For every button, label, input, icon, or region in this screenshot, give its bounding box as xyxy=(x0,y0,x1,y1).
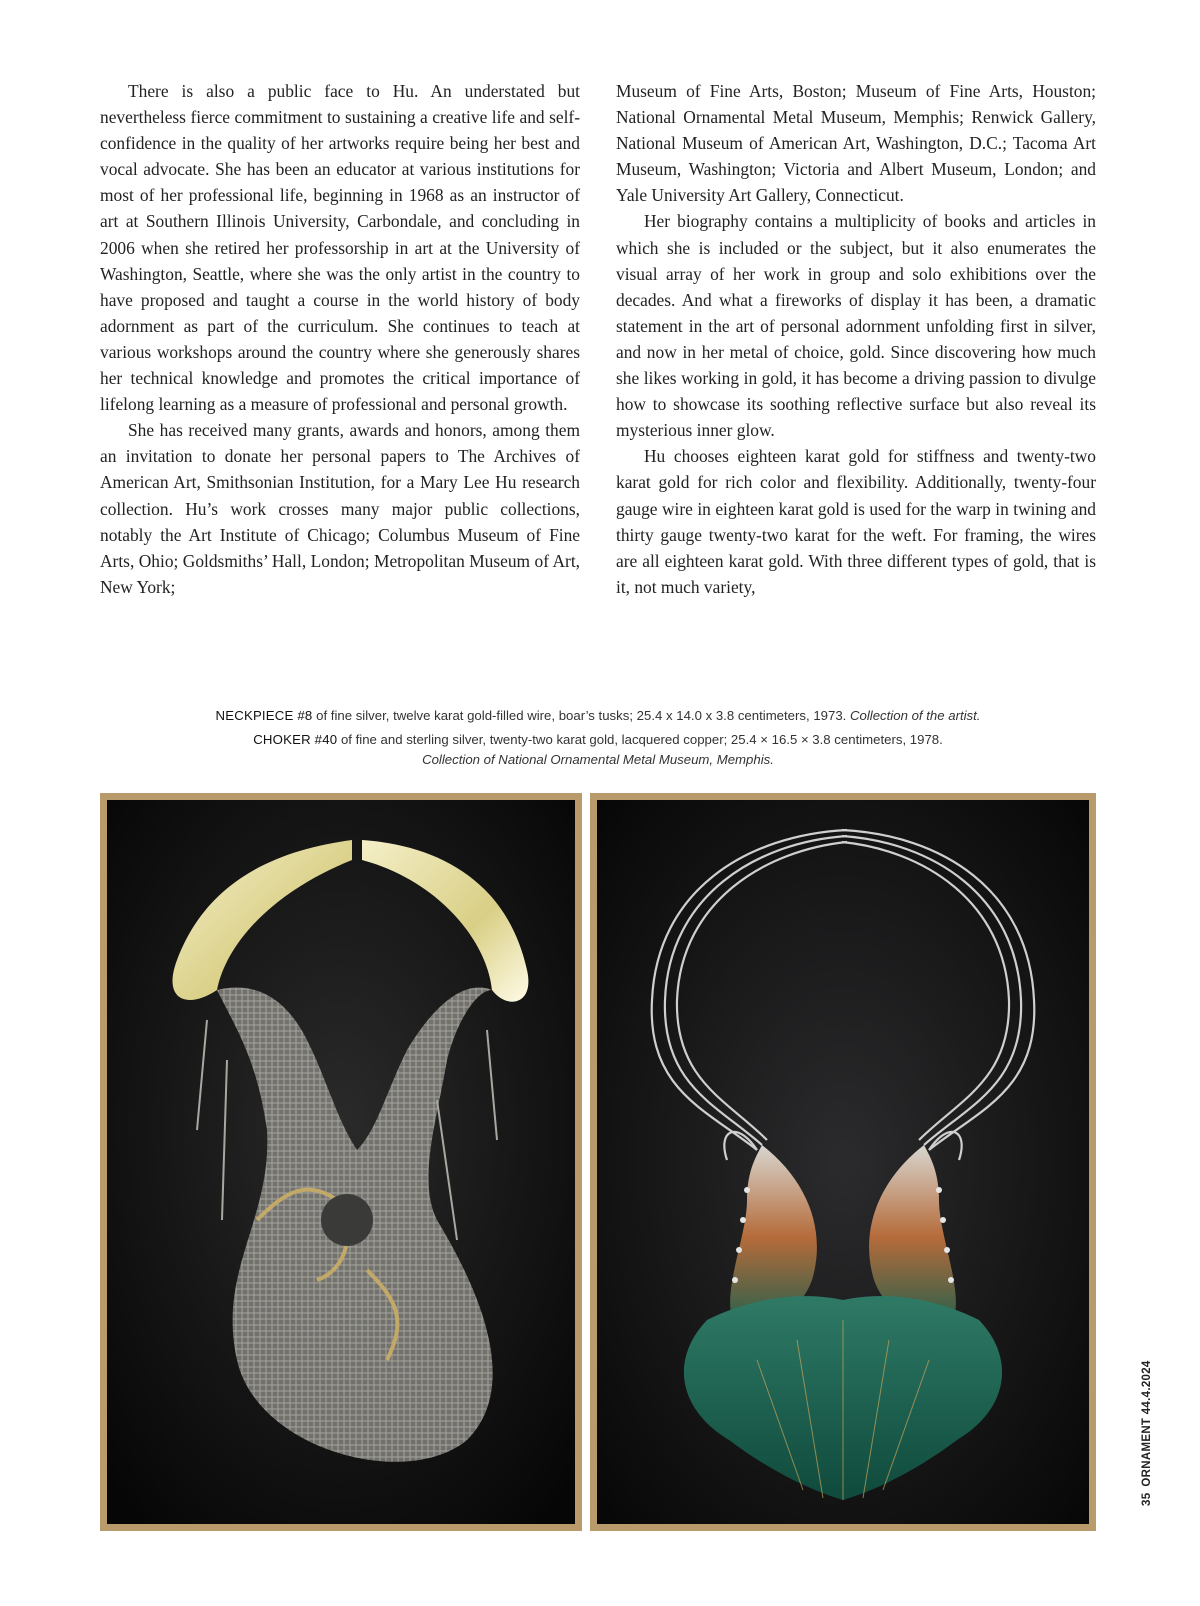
neckpiece-illustration xyxy=(107,800,575,1524)
paragraph-grants-awards: She has received many grants, awards and honors, among them an invitation to donate her personal papers to The Archives of American Art, Smithsonian Institution, for a Mary Lee Hu research collection. Hu’s work crosses many major public collections, notably the Art Institute of Chicago; Columbus Museum of Fine Arts, Ohio; Goldsmiths’ Hall, London; Metropolitan Museum of Art, New York; xyxy=(100,420,580,597)
caption-choker-details: of fine and sterling silver, twenty-two karat gold, lacquered copper; 25.4 × 16.5 × 3.8 centimeters, 1978. xyxy=(337,732,943,747)
page-folio xyxy=(1141,1354,1153,1506)
choker-illustration xyxy=(597,800,1089,1524)
choker-photo xyxy=(590,793,1096,1531)
left-column xyxy=(100,78,580,600)
caption-neckpiece xyxy=(100,706,1096,726)
paragraph-public-face: There is also a public face to Hu. An understated but nevertheless fierce commitment to sustaining a creative life and self-confidence in the quality of her artworks require being her best and vocal advocate. She has been an educator at various institutions for most of her professional life, beginning in 1968 as an instructor of art at Southern Illinois University, Carbondale, and concluding in 2006 when she retired her professorship in art at the University of Washington, Seattle, where she was the only artist in the country to have proposed and taught a course in the world history of body adornment as part of the curriculum. She continues to teach at various workshops around the country where she generously shares her technical knowledge and promotes the critical importance of lifelong learning as a measure of professional and personal growth. xyxy=(100,81,580,415)
caption-choker-collection: Collection of National Ornamental Metal Museum, Memphis. xyxy=(422,752,774,767)
caption-choker-title: CHOKER #40 xyxy=(253,732,338,747)
paragraph-gold-choices: Hu chooses eighteen karat gold for stiffness and twenty-two karat gold for rich color and flexibility. Additionally, twenty-four gauge wire in eighteen karat gold is used for the warp in twining and thirty gauge twenty-two karat for the weft. For framing, the wires are all eighteen karat gold. With three different types of gold, that is it, not much variety, xyxy=(616,446,1096,597)
paragraph-collections-continued: Museum of Fine Arts, Boston; Museum of Fine Arts, Houston; National Ornamental Metal Museum, Memphis; Renwick Gallery, National Museum of American Art, Washington, D.C.; Tacoma Art Museum, Washington; Victoria and Albert Museum, London; and Yale University Art Gallery, Connecticut. xyxy=(616,81,1096,206)
caption-neckpiece-title: NECKPIECE #8 xyxy=(215,708,313,723)
publication-issue: ORNAMENT 44.4.2024 xyxy=(1141,1360,1153,1487)
photo-captions xyxy=(100,706,1096,774)
neckpiece-photo xyxy=(100,793,582,1531)
photo-spread xyxy=(100,793,1096,1531)
caption-neckpiece-collection: Collection of the artist. xyxy=(850,708,981,723)
page-number: 35 xyxy=(1141,1492,1153,1506)
caption-choker xyxy=(100,730,1096,770)
paragraph-biography: Her biography contains a multiplicity of books and articles in which she is included or the subject, but it also enumerates the visual array of her work in group and solo exhibitions over the decades. And what a fireworks of display it has been, a dramatic statement in the art of personal adornment unfolding first in silver, and now in her metal of choice, gold. Since discovering how much she likes working in gold, it has become a driving passion to divulge how to showcase its soothing reflective surface but also reveal its mysterious inner glow. xyxy=(616,211,1096,441)
article-body xyxy=(100,78,1096,600)
right-column xyxy=(616,78,1096,600)
caption-neckpiece-details: of fine silver, twelve karat gold-filled wire, boar’s tusks; 25.4 x 14.0 x 3.8 centimeters, 1973. xyxy=(312,708,850,723)
